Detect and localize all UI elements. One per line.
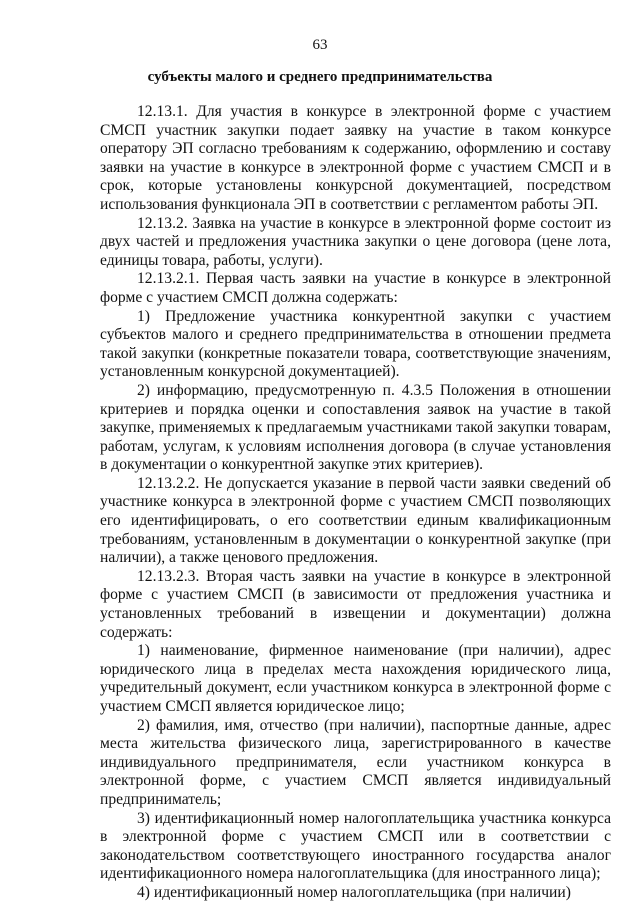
paragraph-12-13-2-2: 12.13.2.2. Не допускается указание в первой части заявки сведений об участнике конкурса в электронной форме с участием СМСП позволяющих его идентифицировать, о его соответствии единым квалификационным требованиям, установленным в документации о конкурентной закупке (при наличии), а также ценового предложения. (100, 474, 611, 567)
list-item-first-part-2: 2) информацию, предусмотренную п. 4.3.5 Положения в отношении критериев и порядка оценки и сопоставления заявок на участие в такой закупке, применяемых к предлагаемым участниками такой закупки товарам, работам, услугам, к условиям исполнения договора (в случае установления в документации о конкурентной закупке этих критериев). (100, 381, 611, 474)
section-heading: субъекты малого и среднего предпринимательства (147, 69, 493, 85)
list-item-second-part-4: 4) идентификационный номер налогоплательщика (при наличии) (137, 883, 571, 901)
list-item-second-part-1: 1) наименование, фирменное наименование (при наличии), адрес юридического лица в пределах места нахождения юридического лица, учредительный документ, если участником конкурса в электронной форме с участием СМСП является юридическое лицо; (100, 642, 611, 715)
paragraph-12-13-2-1: 12.13.2.1. Первая часть заявки на участие в конкурсе в электронной форме с участием СМСП должна содержать: (100, 270, 611, 306)
document-body (100, 103, 611, 903)
paragraph-12-13-2-3: 12.13.2.3. Вторая часть заявки на участие в конкурсе в электронной форме с участием СМСП (в зависимости от предложения участника и установленных требований в извещении и документации) должна содержать: (100, 567, 611, 641)
list-item-second-part-3: 3) идентификационный номер налогоплательщика участника конкурса в электронной форме с участием СМСП или в соответствии с законодательством соответствующего иностранного государства аналог идентификационного номера налогоплательщика (для иностранного лица); (100, 809, 611, 883)
paragraph-12-13-1: 12.13.1. Для участия в конкурсе в электронной форме с участием СМСП участник закупки подает заявку на участие в таком конкурсе оператору ЭП согласно требованиям к содержанию, оформлению и составу заявки на участие в конкурсе в электронной форме с участием СМСП и в срок, которые установлены конкурсной документацией, посредством использования функционала ЭП в соответствии с регламентом работы ЭП. (100, 103, 611, 213)
paragraph-12-13-2: 12.13.2. Заявка на участие в конкурсе в электронной форме состоит из двух частей и предложения участника закупки о цене договора (цене лота, единицы товара, работы, услуги). (100, 214, 611, 269)
list-item-second-part-2: 2) фамилия, имя, отчество (при наличии), паспортные данные, адрес места жительства физического лица, зарегистрированного в качестве индивидуального предпринимателя, если участником конкурса в электронной форме, с участием СМСП является индивидуальный предприниматель; (100, 716, 611, 808)
page-number: 63 (312, 37, 328, 53)
list-item-first-part-1: 1) Предложение участника конкурентной закупки с участием субъектов малого и среднего предпринимательства в отношении предмета такой закупки (конкретные показатели товара, соответствующие значениям, установленным конкурсной документацией). (100, 307, 611, 381)
